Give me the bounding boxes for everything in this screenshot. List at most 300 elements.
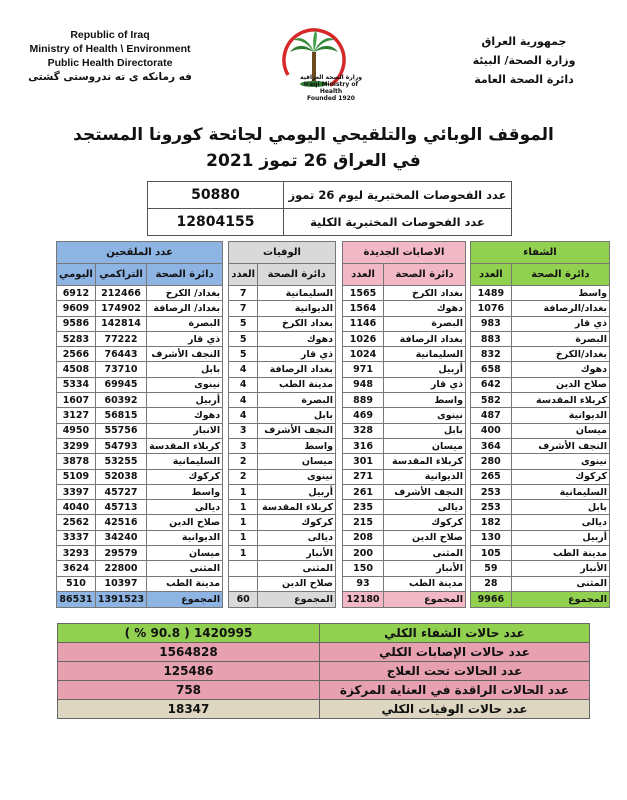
region-name-cell: الأنبار: [258, 546, 336, 561]
count-cell: 469: [343, 408, 384, 423]
region-name-cell: الانبار: [147, 423, 223, 438]
count-cell: 4: [229, 408, 258, 423]
region-name-cell: صلاح الدين: [384, 530, 466, 545]
region-name-cell: ميسان: [384, 438, 466, 453]
count-cell: 130: [471, 530, 512, 545]
count-cell: 5: [229, 331, 258, 346]
count-cell: 280: [471, 454, 512, 469]
count-cell: 1607: [57, 393, 96, 408]
table-row: [229, 377, 336, 392]
region-name-cell: كركوك: [147, 469, 223, 484]
region-name-cell: نينوى: [511, 454, 609, 469]
count-cell: 105: [471, 546, 512, 561]
table-row: [343, 561, 466, 576]
summary-value: 18347: [58, 700, 320, 719]
region-name-cell: بغداد/ الكرخ: [147, 286, 223, 301]
table-row: [471, 331, 610, 346]
region-name-cell: كركوك: [258, 515, 336, 530]
table-row: [229, 515, 336, 530]
count-cell: 3878: [57, 454, 96, 469]
table-row: [343, 393, 466, 408]
count-cell: 22800: [95, 561, 146, 576]
count-cell: 182: [471, 515, 512, 530]
table-row: [471, 561, 610, 576]
cases-title: الاصابات الجديدة: [343, 242, 466, 264]
count-cell: 174902: [95, 301, 146, 316]
region-name-cell: النجف الأشرف: [511, 438, 609, 453]
table-row: [229, 484, 336, 499]
count-cell: 56815: [95, 408, 146, 423]
count-cell: 7: [229, 301, 258, 316]
table-row: [471, 515, 610, 530]
count-cell: 53255: [95, 454, 146, 469]
count-cell: 150: [343, 561, 384, 576]
count-cell: 208: [343, 530, 384, 545]
count-cell: 142814: [95, 316, 146, 331]
count-cell: 59: [471, 561, 512, 576]
summary-value: 1564828: [58, 643, 320, 662]
count-cell: 235: [343, 500, 384, 515]
table-row: [229, 438, 336, 453]
count-cell: 28: [471, 576, 512, 591]
region-name-cell: نينوى: [147, 377, 223, 392]
table-row: [471, 377, 610, 392]
table-row: [57, 561, 223, 576]
table-row: [343, 454, 466, 469]
region-name-cell: السليمانية: [258, 286, 336, 301]
region-name-cell: الديوانية: [147, 530, 223, 545]
cases-body: [343, 286, 466, 592]
region-name-cell: ميسان: [147, 546, 223, 561]
count-cell: 2: [229, 454, 258, 469]
region-name-cell: ذي قار: [511, 316, 609, 331]
count-cell: 4508: [57, 362, 96, 377]
region-name-cell: كركوك: [511, 469, 609, 484]
cases-col-name: دائرة الصحة: [384, 264, 466, 286]
region-name-cell: ذي قار: [258, 347, 336, 362]
count-cell: 69945: [95, 377, 146, 392]
summary-label: عدد حالات الوفيات الكلي: [320, 700, 590, 719]
header-left-line: فه رمانكه ى ته ندروستى گشتى: [28, 71, 192, 83]
count-cell: 52038: [95, 469, 146, 484]
region-name-cell: صلاح الدين: [258, 576, 336, 591]
count-cell: 77222: [95, 331, 146, 346]
region-name-cell: دهوك: [384, 301, 466, 316]
count-cell: 9609: [57, 301, 96, 316]
count-cell: 3127: [57, 408, 96, 423]
region-name-cell: كربلاء المقدسة: [258, 500, 336, 515]
header-left-line: Ministry of Health \ Environment: [29, 43, 191, 55]
region-name-cell: بغداد الرصافة: [258, 362, 336, 377]
count-cell: 265: [471, 469, 512, 484]
region-name-cell: بابل: [258, 408, 336, 423]
vaccinated-col-name: دائرة الصحة: [147, 264, 223, 286]
total-tests-label: عدد الفحوصات المختبرية الكلية: [284, 209, 512, 236]
summary-label: عدد حالات الشفاء الكلي: [320, 624, 590, 643]
count-cell: 3397: [57, 484, 96, 499]
table-row: [471, 423, 610, 438]
table-row: [229, 561, 336, 576]
table-row: [57, 515, 223, 530]
region-name-cell: المثنى: [511, 576, 609, 591]
region-name-cell: مدينة الطب: [384, 576, 466, 591]
region-name-cell: ذي قار: [147, 331, 223, 346]
deaths-col-name: دائرة الصحة: [258, 264, 336, 286]
region-name-cell: كركوك: [384, 515, 466, 530]
table-row: [57, 393, 223, 408]
count-cell: 3: [229, 438, 258, 453]
count-cell: 200: [343, 546, 384, 561]
table-row: [471, 469, 610, 484]
table-row: [229, 454, 336, 469]
table-row: [57, 423, 223, 438]
table-row: [343, 500, 466, 515]
summary-body: [58, 624, 590, 719]
table-row: [57, 500, 223, 515]
region-name-cell: الديوانية: [258, 301, 336, 316]
recoveries-total-label: المجموع: [511, 591, 609, 607]
table-row: [471, 362, 610, 377]
table-row: [471, 438, 610, 453]
region-name-cell: البصرة: [147, 316, 223, 331]
summary-value: 758: [58, 681, 320, 700]
table-row: [229, 530, 336, 545]
table-row: [343, 423, 466, 438]
table-row: [57, 408, 223, 423]
count-cell: 34240: [95, 530, 146, 545]
count-cell: 5: [229, 316, 258, 331]
deaths-body: [229, 286, 336, 592]
region-name-cell: البصرة: [258, 393, 336, 408]
summary-label: عدد الحالات تحت العلاج: [320, 662, 590, 681]
table-row: [343, 301, 466, 316]
table-row: [57, 576, 223, 591]
table-row: [471, 301, 610, 316]
lab-tests-table: [147, 181, 512, 236]
region-name-cell: الأنبار: [384, 561, 466, 576]
count-cell: 301: [343, 454, 384, 469]
table-row: [57, 301, 223, 316]
table-row: [471, 286, 610, 301]
region-name-cell: الديوانية: [384, 469, 466, 484]
total-tests-value: 12804155: [148, 209, 284, 236]
count-cell: 4: [229, 393, 258, 408]
region-name-cell: بغداد الكرخ: [258, 316, 336, 331]
count-cell: 1: [229, 530, 258, 545]
vaccinated-total-cumulative: 1391523: [95, 591, 146, 607]
summary-row: [58, 643, 590, 662]
table-row: [57, 530, 223, 545]
table-row: [471, 530, 610, 545]
deaths-title: الوفيات: [229, 242, 336, 264]
region-name-cell: دهوك: [511, 362, 609, 377]
region-name-cell: ديالى: [258, 530, 336, 545]
region-name-cell: دهوك: [258, 331, 336, 346]
count-cell: 1: [229, 500, 258, 515]
count-cell: 316: [343, 438, 384, 453]
region-name-cell: بابل: [384, 423, 466, 438]
count-cell: 364: [471, 438, 512, 453]
region-name-cell: أربيل: [258, 484, 336, 499]
count-cell: 883: [471, 331, 512, 346]
table-row: [229, 423, 336, 438]
region-name-cell: بابل: [511, 500, 609, 515]
region-name-cell: نينوى: [258, 469, 336, 484]
region-name-cell: مدينة الطب: [147, 576, 223, 591]
region-name-cell: واسط: [511, 286, 609, 301]
vaccinated-title: عدد الملقحين: [57, 242, 223, 264]
count-cell: 1: [229, 484, 258, 499]
table-row: [343, 576, 466, 591]
table-row: [471, 316, 610, 331]
table-row: [471, 484, 610, 499]
region-name-cell: النجف الأشرف: [258, 423, 336, 438]
table-row: [229, 576, 336, 591]
count-cell: 42516: [95, 515, 146, 530]
summary-row: [58, 700, 590, 719]
logo-text-founded: Founded 1920: [307, 95, 355, 102]
count-cell: 889: [343, 393, 384, 408]
logo-text-english: Iraqi Ministry of Health: [303, 81, 359, 95]
count-cell: 487: [471, 408, 512, 423]
count-cell: 1026: [343, 331, 384, 346]
table-row: [343, 362, 466, 377]
table-row: [229, 347, 336, 362]
count-cell: 5: [229, 347, 258, 362]
header-right-line: وزارة الصحة/ البيئة: [472, 54, 576, 67]
count-cell: 253: [471, 484, 512, 499]
region-name-cell: ديالى: [147, 500, 223, 515]
count-cell: 54793: [95, 438, 146, 453]
table-row: [57, 377, 223, 392]
recoveries-total-value: 9966: [471, 591, 512, 607]
region-name-cell: صلاح الدين: [147, 515, 223, 530]
count-cell: 215: [343, 515, 384, 530]
count-cell: 658: [471, 362, 512, 377]
count-cell: 400: [471, 423, 512, 438]
count-cell: 3624: [57, 561, 96, 576]
table-row: [471, 546, 610, 561]
count-cell: 3: [229, 423, 258, 438]
table-row: [343, 286, 466, 301]
region-name-cell: الأنبار: [511, 561, 609, 576]
cases-col-count: العدد: [343, 264, 384, 286]
title-line-2: في العراق 26 تموز 2021: [206, 151, 421, 171]
table-row: [471, 576, 610, 591]
table-row: [57, 454, 223, 469]
count-cell: 3299: [57, 438, 96, 453]
table-row: [471, 408, 610, 423]
region-name-cell: النجف الأشرف: [147, 347, 223, 362]
table-row: [229, 500, 336, 515]
table-row: [57, 484, 223, 499]
region-name-cell: أربيل: [147, 393, 223, 408]
logo-text-arabic: وزارة الصحة العراقية: [299, 74, 363, 81]
deaths-total-value: 60: [229, 591, 258, 607]
region-name-cell: دهوك: [147, 408, 223, 423]
count-cell: 73710: [95, 362, 146, 377]
count-cell: 29579: [95, 546, 146, 561]
daily-tests-label: عدد الفحوصات المختبرية ليوم 26 تموز: [284, 182, 512, 209]
count-cell: 3337: [57, 530, 96, 545]
table-row: [229, 362, 336, 377]
count-cell: 1564: [343, 301, 384, 316]
count-cell: 328: [343, 423, 384, 438]
summary-label: عدد حالات الإصابات الكلي: [320, 643, 590, 662]
count-cell: 55756: [95, 423, 146, 438]
table-row: [343, 408, 466, 423]
count-cell: 2562: [57, 515, 96, 530]
table-row: [343, 377, 466, 392]
count-cell: 1076: [471, 301, 512, 316]
vaccinated-col-cumulative: التراكمي: [95, 264, 146, 286]
vaccinated-total-label: المجموع: [147, 591, 223, 607]
table-row: [343, 546, 466, 561]
vaccinated-total-daily: 86531: [57, 591, 96, 607]
count-cell: 6912: [57, 286, 96, 301]
summary-row: [58, 681, 590, 700]
region-name-cell: ميسان: [258, 454, 336, 469]
region-name-cell: ميسان: [511, 423, 609, 438]
table-row: [229, 316, 336, 331]
vaccinated-col-daily: اليومي: [57, 264, 96, 286]
summary-row: [58, 662, 590, 681]
region-name-cell: كربلاء المقدسة: [147, 438, 223, 453]
daily-tests-value: 50880: [148, 182, 284, 209]
count-cell: 1146: [343, 316, 384, 331]
count-cell: 271: [343, 469, 384, 484]
region-name-cell: كربلاء المقدسة: [511, 393, 609, 408]
table-row: [57, 347, 223, 362]
table-row: [343, 331, 466, 346]
summary-row: [58, 624, 590, 643]
count-cell: 253: [471, 500, 512, 515]
table-row: [471, 393, 610, 408]
count-cell: 1489: [471, 286, 512, 301]
table-row: [343, 316, 466, 331]
header-english: [20, 28, 200, 84]
count-cell: 4950: [57, 423, 96, 438]
page-title: [40, 122, 587, 174]
table-row: [471, 347, 610, 362]
count-cell: 582: [471, 393, 512, 408]
table-row: [229, 408, 336, 423]
table-row: [57, 286, 223, 301]
table-row: [57, 331, 223, 346]
count-cell: 3293: [57, 546, 96, 561]
region-name-cell: واسط: [384, 393, 466, 408]
region-name-cell: أربيل: [384, 362, 466, 377]
count-cell: 971: [343, 362, 384, 377]
region-name-cell: بغداد/ الرصافة: [147, 301, 223, 316]
summary-value: 125486: [58, 662, 320, 681]
count-cell: [229, 561, 258, 576]
region-name-cell: أربيل: [511, 530, 609, 545]
header-left-line: Public Health Directorate: [47, 57, 173, 69]
count-cell: 10397: [95, 576, 146, 591]
count-cell: 60392: [95, 393, 146, 408]
region-name-cell: بغداد الرصافة: [384, 331, 466, 346]
deaths-total-label: المجموع: [258, 591, 336, 607]
table-row: [343, 438, 466, 453]
table-row: [343, 484, 466, 499]
region-name-cell: السليمانية: [511, 484, 609, 499]
count-cell: 2: [229, 469, 258, 484]
header-left-line: Republic of Iraq: [70, 29, 150, 41]
count-cell: 5283: [57, 331, 96, 346]
recoveries-col-name: دائرة الصحة: [511, 264, 609, 286]
region-name-cell: بابل: [147, 362, 223, 377]
table-row: [229, 546, 336, 561]
region-name-cell: السليمانية: [384, 347, 466, 362]
count-cell: 5334: [57, 377, 96, 392]
table-row: [229, 469, 336, 484]
deaths-col-count: العدد: [229, 264, 258, 286]
region-name-cell: المثنى: [258, 561, 336, 576]
table-row: [229, 286, 336, 301]
table-row: [57, 469, 223, 484]
count-cell: 1: [229, 546, 258, 561]
count-cell: 1565: [343, 286, 384, 301]
recoveries-title: الشفاء: [471, 242, 610, 264]
region-name-cell: المثنى: [147, 561, 223, 576]
count-cell: 261: [343, 484, 384, 499]
region-name-cell: بغداد الكرخ: [384, 286, 466, 301]
new-cases-table: [342, 241, 466, 608]
header-right-line: جمهورية العراق: [481, 35, 567, 48]
table-row: [343, 469, 466, 484]
count-cell: 510: [57, 576, 96, 591]
table-row: [57, 546, 223, 561]
region-name-cell: الديوانية: [511, 408, 609, 423]
count-cell: 948: [343, 377, 384, 392]
region-name-cell: صلاح الدين: [511, 377, 609, 392]
region-name-cell: البصرة: [511, 331, 609, 346]
header-right-line: دائرة الصحة العامة: [474, 73, 574, 86]
region-name-cell: السليمانية: [147, 454, 223, 469]
table-row: [229, 331, 336, 346]
table-row: [57, 362, 223, 377]
region-name-cell: النجف الأشرف: [384, 484, 466, 499]
table-row: [343, 515, 466, 530]
count-cell: 4: [229, 362, 258, 377]
vaccinated-table: [56, 241, 223, 608]
region-name-cell: مدينة الطب: [511, 546, 609, 561]
region-name-cell: مدينة الطب: [258, 377, 336, 392]
count-cell: 4: [229, 377, 258, 392]
table-row: [471, 500, 610, 515]
region-name-cell: ديالى: [384, 500, 466, 515]
region-name-cell: واسط: [147, 484, 223, 499]
count-cell: 5109: [57, 469, 96, 484]
region-name-cell: بغداد/الكرخ: [511, 347, 609, 362]
region-name-cell: ديالى: [511, 515, 609, 530]
region-name-cell: المثنى: [384, 546, 466, 561]
table-row: [57, 316, 223, 331]
count-cell: 7: [229, 286, 258, 301]
deaths-table: [228, 241, 336, 608]
recoveries-table: [470, 241, 610, 608]
region-name-cell: كربلاء المقدسة: [384, 454, 466, 469]
region-name-cell: واسط: [258, 438, 336, 453]
ministry-logo: [268, 22, 364, 108]
count-cell: [229, 576, 258, 591]
header-arabic: [449, 32, 599, 89]
table-row: [471, 454, 610, 469]
table-row: [343, 530, 466, 545]
region-name-cell: البصرة: [384, 316, 466, 331]
table-row: [343, 347, 466, 362]
